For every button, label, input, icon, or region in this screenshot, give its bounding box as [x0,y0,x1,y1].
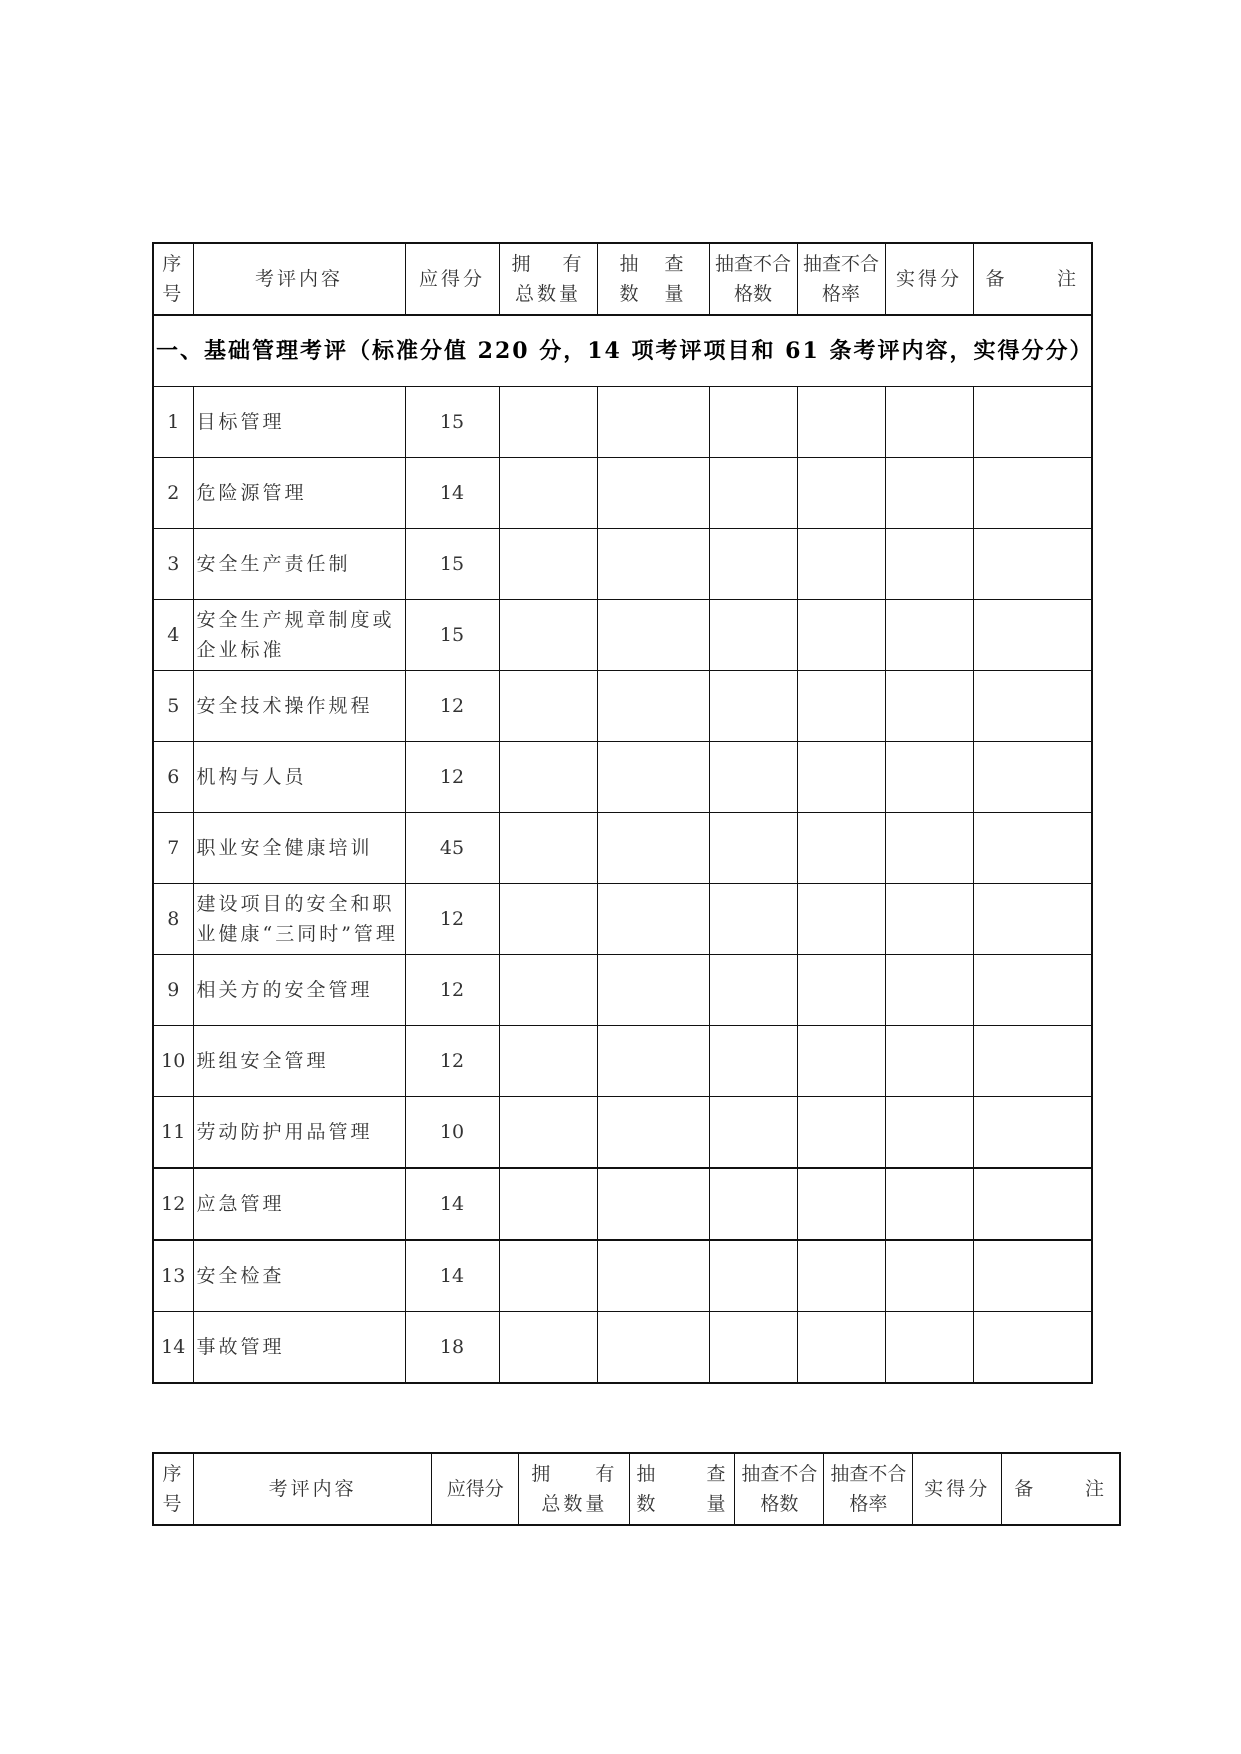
row-actual-score[interactable] [885,1168,973,1240]
row-unqualified-count[interactable] [709,955,797,1026]
row-unqualified-count[interactable] [709,884,797,955]
row-remark[interactable] [973,458,1092,529]
row-total-count[interactable] [499,1026,597,1097]
row-score: 18 [405,1312,499,1384]
row-sample-count[interactable] [597,458,709,529]
row-remark[interactable] [973,387,1092,458]
header-row [153,243,1092,315]
row-actual-score[interactable] [885,884,973,955]
row-unqualified-rate[interactable] [797,1240,885,1312]
row-total-count[interactable] [499,1168,597,1240]
row-content: 建设项目的安全和职业健康“三同时”管理 [193,884,405,955]
row-content: 职业安全健康培训 [193,813,405,884]
header-remark: 备 注 [1002,1453,1120,1525]
row-unqualified-count[interactable] [709,1240,797,1312]
row-total-count[interactable] [499,1240,597,1312]
header-unqualified-count: 抽查不合 格数 [709,243,797,315]
row-total-count[interactable] [499,1312,597,1384]
row-content: 安全技术操作规程 [193,671,405,742]
table-row [153,600,1092,671]
row-unqualified-count[interactable] [709,458,797,529]
row-score: 12 [405,742,499,813]
row-unqualified-count[interactable] [709,742,797,813]
row-unqualified-count[interactable] [709,1168,797,1240]
table-row [153,742,1092,813]
table-row [153,884,1092,955]
row-actual-score[interactable] [885,1240,973,1312]
row-sample-count[interactable] [597,1168,709,1240]
row-unqualified-rate[interactable] [797,884,885,955]
row-remark[interactable] [973,1312,1092,1384]
header-score: 应得分 [405,243,499,315]
row-score: 15 [405,387,499,458]
header-actual: 实得分 [913,1453,1002,1525]
row-remark[interactable] [973,742,1092,813]
row-actual-score[interactable] [885,600,973,671]
row-remark[interactable] [973,600,1092,671]
header-unqualified-count: 抽查不合 格数 [735,1453,824,1525]
rows-body [153,387,1092,1384]
header-sample: 抽 查 数 量 [630,1453,735,1525]
row-sample-count[interactable] [597,600,709,671]
row-number: 8 [153,884,193,955]
row-total-count[interactable] [499,671,597,742]
row-unqualified-rate[interactable] [797,671,885,742]
row-sample-count[interactable] [597,955,709,1026]
row-total-count[interactable] [499,458,597,529]
row-number: 4 [153,600,193,671]
row-number: 2 [153,458,193,529]
table-row [153,458,1092,529]
row-score: 12 [405,884,499,955]
row-sample-count[interactable] [597,884,709,955]
row-unqualified-count[interactable] [709,1312,797,1384]
row-total-count[interactable] [499,529,597,600]
row-actual-score[interactable] [885,387,973,458]
row-remark[interactable] [973,884,1092,955]
assessment-table-continued [152,1452,1121,1526]
row-number: 7 [153,813,193,884]
row-remark[interactable] [973,1026,1092,1097]
row-content: 安全生产规章制度或企业标准 [193,600,405,671]
row-sample-count[interactable] [597,813,709,884]
row-content: 相关方的安全管理 [193,955,405,1026]
row-remark[interactable] [973,955,1092,1026]
row-score: 45 [405,813,499,884]
row-score: 12 [405,1026,499,1097]
row-remark[interactable] [973,671,1092,742]
row-score: 15 [405,600,499,671]
row-actual-score[interactable] [885,1312,973,1384]
row-actual-score[interactable] [885,813,973,884]
row-actual-score[interactable] [885,458,973,529]
row-total-count[interactable] [499,600,597,671]
row-unqualified-count[interactable] [709,1026,797,1097]
row-sample-count[interactable] [597,1312,709,1384]
row-sample-count[interactable] [597,1026,709,1097]
row-content: 危险源管理 [193,458,405,529]
row-content: 目标管理 [193,387,405,458]
row-content: 应急管理 [193,1168,405,1240]
row-actual-score[interactable] [885,955,973,1026]
row-score: 14 [405,1240,499,1312]
row-total-count[interactable] [499,813,597,884]
row-sample-count[interactable] [597,1240,709,1312]
row-unqualified-rate[interactable] [797,955,885,1026]
header-seq: 序 号 [153,243,193,315]
section-title: 一、基础管理考评（标准分值 220 分，14 项考评项目和 61 条考评内容，实得分分） [153,315,1092,387]
header-content: 考评内容 [193,243,405,315]
table-row [153,671,1092,742]
table-row [153,1168,1092,1240]
header-total: 拥 有 总数量 [499,243,597,315]
row-number: 9 [153,955,193,1026]
row-unqualified-rate[interactable] [797,813,885,884]
row-total-count[interactable] [499,955,597,1026]
table-row [153,955,1092,1026]
row-remark[interactable] [973,1240,1092,1312]
table-row [153,529,1092,600]
row-sample-count[interactable] [597,671,709,742]
row-actual-score[interactable] [885,529,973,600]
header-row-continued [153,1453,1120,1525]
row-unqualified-rate[interactable] [797,742,885,813]
row-unqualified-count[interactable] [709,529,797,600]
row-unqualified-rate[interactable] [797,458,885,529]
row-actual-score[interactable] [885,742,973,813]
row-content: 安全检查 [193,1240,405,1312]
row-number: 5 [153,671,193,742]
header-content: 考评内容 [193,1453,431,1525]
row-unqualified-count[interactable] [709,387,797,458]
row-score: 15 [405,529,499,600]
row-score: 12 [405,955,499,1026]
row-remark[interactable] [973,1168,1092,1240]
table-row [153,1312,1092,1384]
row-remark[interactable] [973,1097,1092,1169]
row-number: 12 [153,1168,193,1240]
row-sample-count[interactable] [597,742,709,813]
row-remark[interactable] [973,529,1092,600]
row-actual-score[interactable] [885,671,973,742]
row-unqualified-count[interactable] [709,813,797,884]
row-number: 13 [153,1240,193,1312]
row-remark[interactable] [973,813,1092,884]
section-row [153,315,1092,387]
row-content: 安全生产责任制 [193,529,405,600]
header-remark: 备 注 [973,243,1092,315]
header-actual: 实得分 [885,243,973,315]
header-total: 拥 有 总数量 [519,1453,630,1525]
table-row [153,1240,1092,1312]
table-row [153,1097,1092,1169]
row-unqualified-rate[interactable] [797,1312,885,1384]
row-unqualified-count[interactable] [709,671,797,742]
row-sample-count[interactable] [597,529,709,600]
row-number: 14 [153,1312,193,1384]
header-sample: 抽 查 数 量 [597,243,709,315]
row-total-count[interactable] [499,884,597,955]
row-number: 1 [153,387,193,458]
row-score: 14 [405,458,499,529]
row-unqualified-count[interactable] [709,600,797,671]
table-row [153,1026,1092,1097]
header-unqualified-rate: 抽查不合 格率 [824,1453,913,1525]
row-unqualified-rate[interactable] [797,1026,885,1097]
table-row [153,387,1092,458]
row-unqualified-rate[interactable] [797,600,885,671]
header-seq: 序 号 [153,1453,193,1525]
row-number: 6 [153,742,193,813]
row-unqualified-rate[interactable] [797,1097,885,1169]
row-score: 10 [405,1097,499,1169]
row-content: 劳动防护用品管理 [193,1097,405,1169]
row-number: 11 [153,1097,193,1169]
table-row [153,813,1092,884]
header-unqualified-rate: 抽查不合 格率 [797,243,885,315]
row-unqualified-rate[interactable] [797,529,885,600]
row-sample-count[interactable] [597,387,709,458]
header-score: 应得分 [432,1453,519,1525]
row-number: 10 [153,1026,193,1097]
row-number: 3 [153,529,193,600]
row-actual-score[interactable] [885,1097,973,1169]
row-sample-count[interactable] [597,1097,709,1169]
row-unqualified-rate[interactable] [797,387,885,458]
row-content: 班组安全管理 [193,1026,405,1097]
row-actual-score[interactable] [885,1026,973,1097]
row-content: 机构与人员 [193,742,405,813]
row-total-count[interactable] [499,742,597,813]
row-total-count[interactable] [499,387,597,458]
row-score: 12 [405,671,499,742]
row-content: 事故管理 [193,1312,405,1384]
row-total-count[interactable] [499,1097,597,1169]
row-score: 14 [405,1168,499,1240]
assessment-table [152,242,1093,1384]
row-unqualified-count[interactable] [709,1097,797,1169]
row-unqualified-rate[interactable] [797,1168,885,1240]
